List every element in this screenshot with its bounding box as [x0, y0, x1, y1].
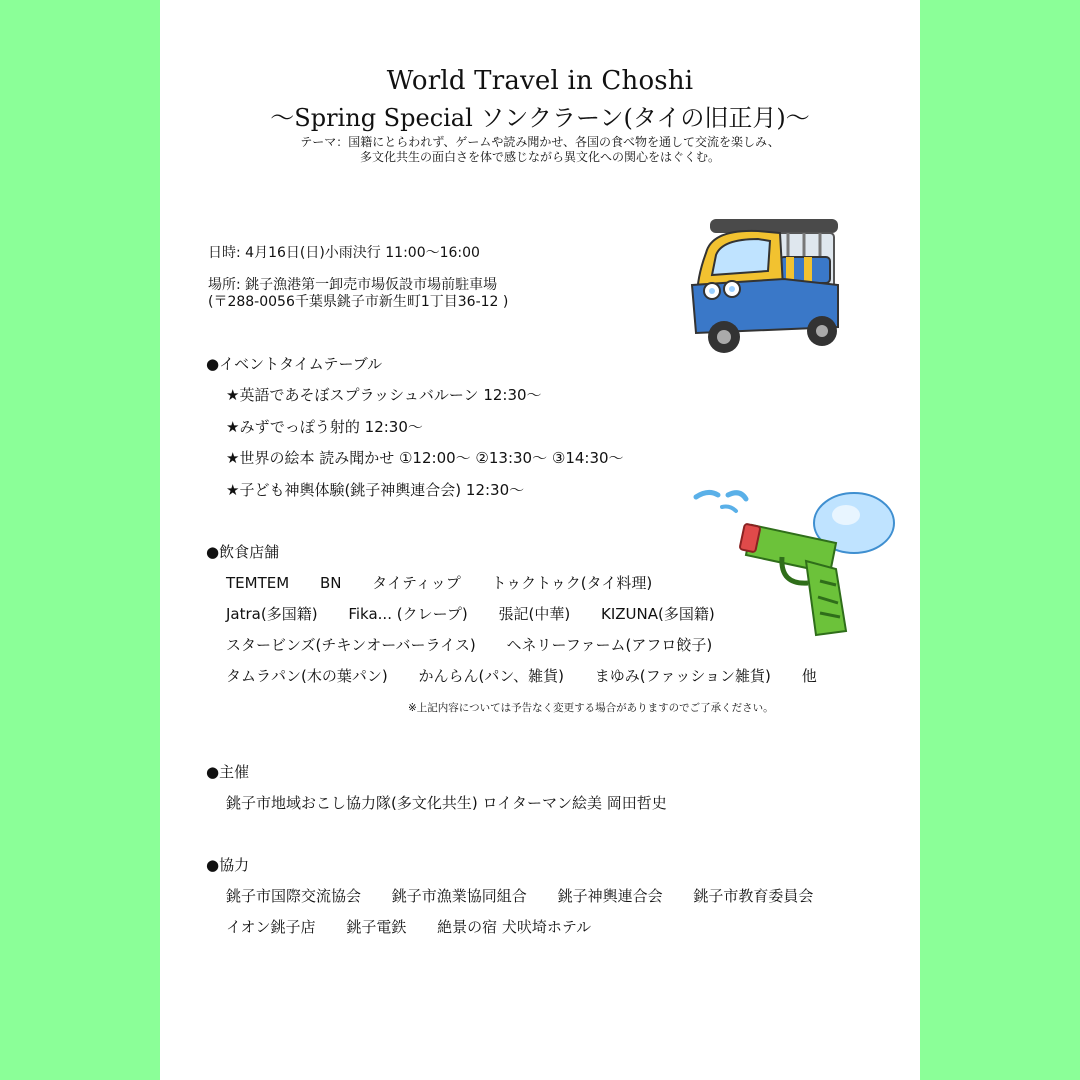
food-shop: Jatra(多国籍) [226, 605, 318, 623]
event-address: (〒288-0056千葉県銚子市新生町1丁目36-12 ) [208, 294, 509, 310]
event-date: 日時: 4月16日(日)小雨決行 11:00～16:00 [208, 245, 480, 261]
food-row [226, 572, 652, 593]
cooperation-org: 銚子市漁業協同組合 [391, 887, 527, 905]
organizer-text: 銚子市地域おこし協力隊(多文化共生) ロイターマン絵美 岡田哲史 [226, 794, 667, 812]
food-shop: スタービンズ(チキンオーバーライス) [226, 636, 476, 654]
food-shop: まゆみ(ファッション雑貨) [594, 667, 771, 685]
cooperation-org: 絶景の宿 犬吠埼ホテル [437, 918, 592, 936]
water-gun-illustration [686, 485, 896, 655]
tuktuk-illustration [688, 215, 848, 360]
title-line-2: ～Spring Special ソンクラーン(タイの旧正月)～ [270, 104, 810, 132]
timetable-heading: ●イベントタイムテーブル [206, 355, 383, 373]
food-shop: TEMTEM [226, 574, 290, 592]
cooperation-org: 銚子神輿連合会 [557, 887, 663, 905]
food-shop: タムラパン(木の葉パン) [226, 667, 388, 685]
cooperation-row [226, 916, 591, 937]
timetable-item: ★世界の絵本 読み聞かせ ①12:00～ ②13:30～ ③14:30～ [226, 449, 624, 467]
event-place: 場所: 銚子漁港第一卸売市場仮設市場前駐車場 [208, 277, 498, 293]
theme-line-2: 多文化共生の面白さを体で感じながら異文化への関心をはぐくむ。 [359, 150, 720, 164]
cooperation-org: 銚子市国際交流協会 [226, 887, 362, 905]
food-shop: KIZUNA(多国籍) [600, 605, 715, 623]
food-row [226, 634, 712, 655]
organizer-heading: ●主催 [206, 763, 250, 781]
timetable-item: ★みずでっぽう射的 12:30～ [226, 418, 423, 436]
timetable-item: ★子ども神輿体験(銚子神輿連合会) 12:30～ [226, 481, 525, 499]
title-line-1: World Travel in Choshi [386, 66, 694, 96]
food-shop: タイティップ [372, 574, 461, 592]
theme-line-1: テーマ：国籍にとらわれず、ゲームや読み聞かせ、各国の食べ物を通して交流を楽しみ、 [300, 135, 780, 149]
food-shop: Fika... (クレープ) [348, 605, 468, 623]
timetable-item: ★英語であそぼスプラッシュバルーン 12:30～ [226, 386, 542, 404]
food-shop: 他 [801, 667, 817, 685]
change-notice: ※上記内容については予告なく変更する場合がありますのでご了承ください。 [408, 702, 774, 714]
food-shop: トゥクトゥク(タイ料理) [491, 574, 653, 592]
cooperation-heading: ●協力 [206, 856, 250, 874]
food-shop: BN [319, 574, 342, 592]
food-row [226, 665, 817, 686]
food-shop: 張記(中華) [498, 605, 571, 623]
theme-text [160, 135, 920, 165]
cooperation-org: 銚子電鉄 [346, 918, 407, 936]
food-row [226, 603, 715, 624]
food-shop: ヘネリーファーム(アフロ餃子) [506, 636, 713, 654]
flyer-page [160, 0, 920, 1080]
cooperation-row [226, 885, 813, 906]
cooperation-org: イオン銚子店 [226, 918, 316, 936]
food-shop: かんらん(パン、雑貨) [418, 667, 565, 685]
food-heading: ●飲食店舗 [206, 543, 280, 561]
cooperation-org: 銚子市教育委員会 [693, 887, 814, 905]
